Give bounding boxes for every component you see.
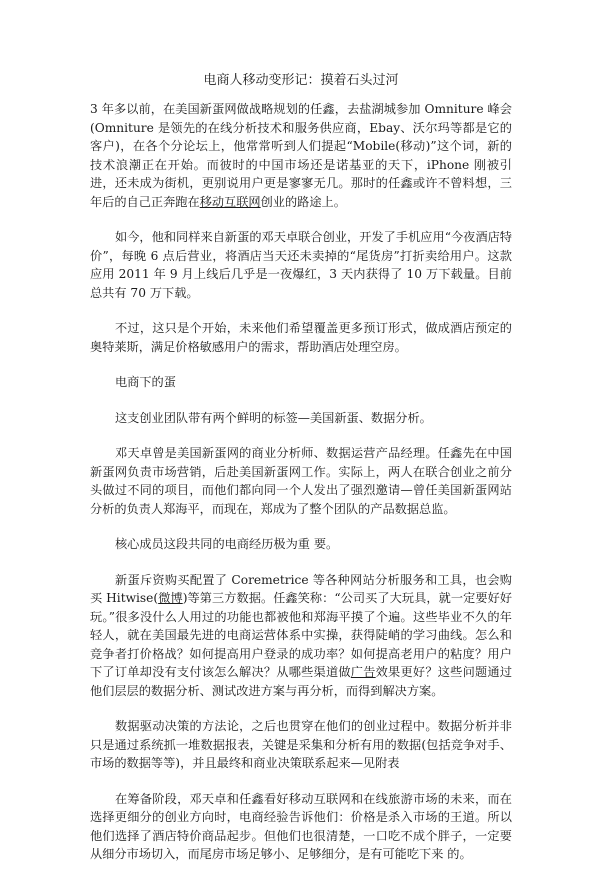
weibo-link[interactable]: 微博 [158, 591, 183, 605]
paragraph-text: 3 年多以前，在美国新蛋网做战略规划的任鑫，去盐湖城参加 Omniture 峰会 (Omniture 是领先的在线分析技术和服务供应商，Ebay、沃尔玛等都是它的客户)，在各个分论坛上，他常常听到人们提起“Mobile(移动)”这个词，新的技术浪潮正在开始。而彼时的中国市场还是诺基亚的天下，iPhone 刚被引进，还未成为街机，更别说用户更是寥寥无几。那时的任鑫或许不曾料想，三年后的自己正奔跑在 [90, 102, 512, 209]
paragraph-core-experience: 核心成员这段共同的电商经历极为重 要。 [115, 537, 339, 551]
paragraph-app: 如今，他和同样来自新蛋的邓天卓联合创业，开发了手机应用“今夜酒店特价”，每晚 6 点后营业，将酒店当天还未卖掉的“尾货房”打折卖给用户。这款应用 2011 年 9 月上线后几乎是一夜爆红，3 天内获得了 10 万下载量。目前总共有 70 万下载。 [90, 230, 512, 300]
paragraph-intro [90, 100, 512, 211]
paragraph-future: 不过，这只是个开始，未来他们希望覆盖更多预订形式，做成酒店预定的奥特莱斯，满足价格敏感用户的需求，帮助酒店处理空房。 [90, 321, 512, 354]
section-heading: 电商下的蛋 [115, 375, 176, 389]
paragraph-text: )等第三方数据。任鑫笑称：“公司买了大玩具，就一定要好好玩。”很多没什么人用过的功能也都被他和郑海平摸了个遍。这些毕业不久的年轻人，就在美国最先进的电商运营体系中实操，获得陡峭的学习曲线。怎么和竞争者打价格战？如何提高用户登录的成功率？如何提高老用户的粘度？用户下了订单却没有支付该怎么解决？从哪些渠道做 [90, 591, 513, 679]
paragraph-team-tags: 这支创业团队带有两个鲜明的标签—美国新蛋、数据分析。 [115, 410, 432, 425]
advertising-link[interactable]: 广告 [350, 665, 376, 679]
paragraph-preparation: 在筹备阶段，邓天卓和任鑫看好移动互联网和在线旅游市场的未来，而在选择更细分的创业方向时，电商经验告诉他们：价格是杀入市场的王道。所以他们选择了酒店特价商品起步。但他们也很清楚，一口吃不成个胖子，一定要从细分市场切入，而尾房市场足够小、足够细分，是有可能吃下来 的。 [90, 791, 512, 861]
mobile-internet-link[interactable]: 移动互联网 [199, 194, 261, 209]
paragraph-text: 创业的路途上。 [260, 194, 346, 209]
article [90, 72, 512, 881]
paragraph-text: 新蛋斥资购买配置了 Coremetrice 等各种网站分析服务和工具，也会购买 Hitwise( [90, 572, 512, 605]
paragraph-team-members: 邓天卓曾是美国新蛋网的商业分析师、数据运营产品经理。任鑫先在中国新蛋网负责市场营销，后赴美国新蛋网工作。实际上，两人在联合创业之前分头做过不同的项目，而他们都向同一个人发出了强烈邀请—曾任美国新蛋网站分析的负责人郑海平，而现在，郑成为了整个团队的产品数据总监。 [90, 446, 512, 516]
page-title: 电商人移动变形记：摸着石头过河 [203, 73, 399, 88]
paragraph-data-driven: 数据驱动决策的方法论，之后也贯穿在他们的创业过程中。数据分析并非只是通过系统抓一堆数据报表，关键是采集和分析有用的数据(包括竞争对手、市场的数据等等)，并且最终和商业决策联系起来—见附表 [90, 719, 512, 770]
paragraph-analytics-tools [90, 571, 512, 701]
paragraph-text: 效果更好？这些问题通过他们层层的数据分析、测试改进方案与再分析，而得到解决方案。 [90, 665, 513, 698]
